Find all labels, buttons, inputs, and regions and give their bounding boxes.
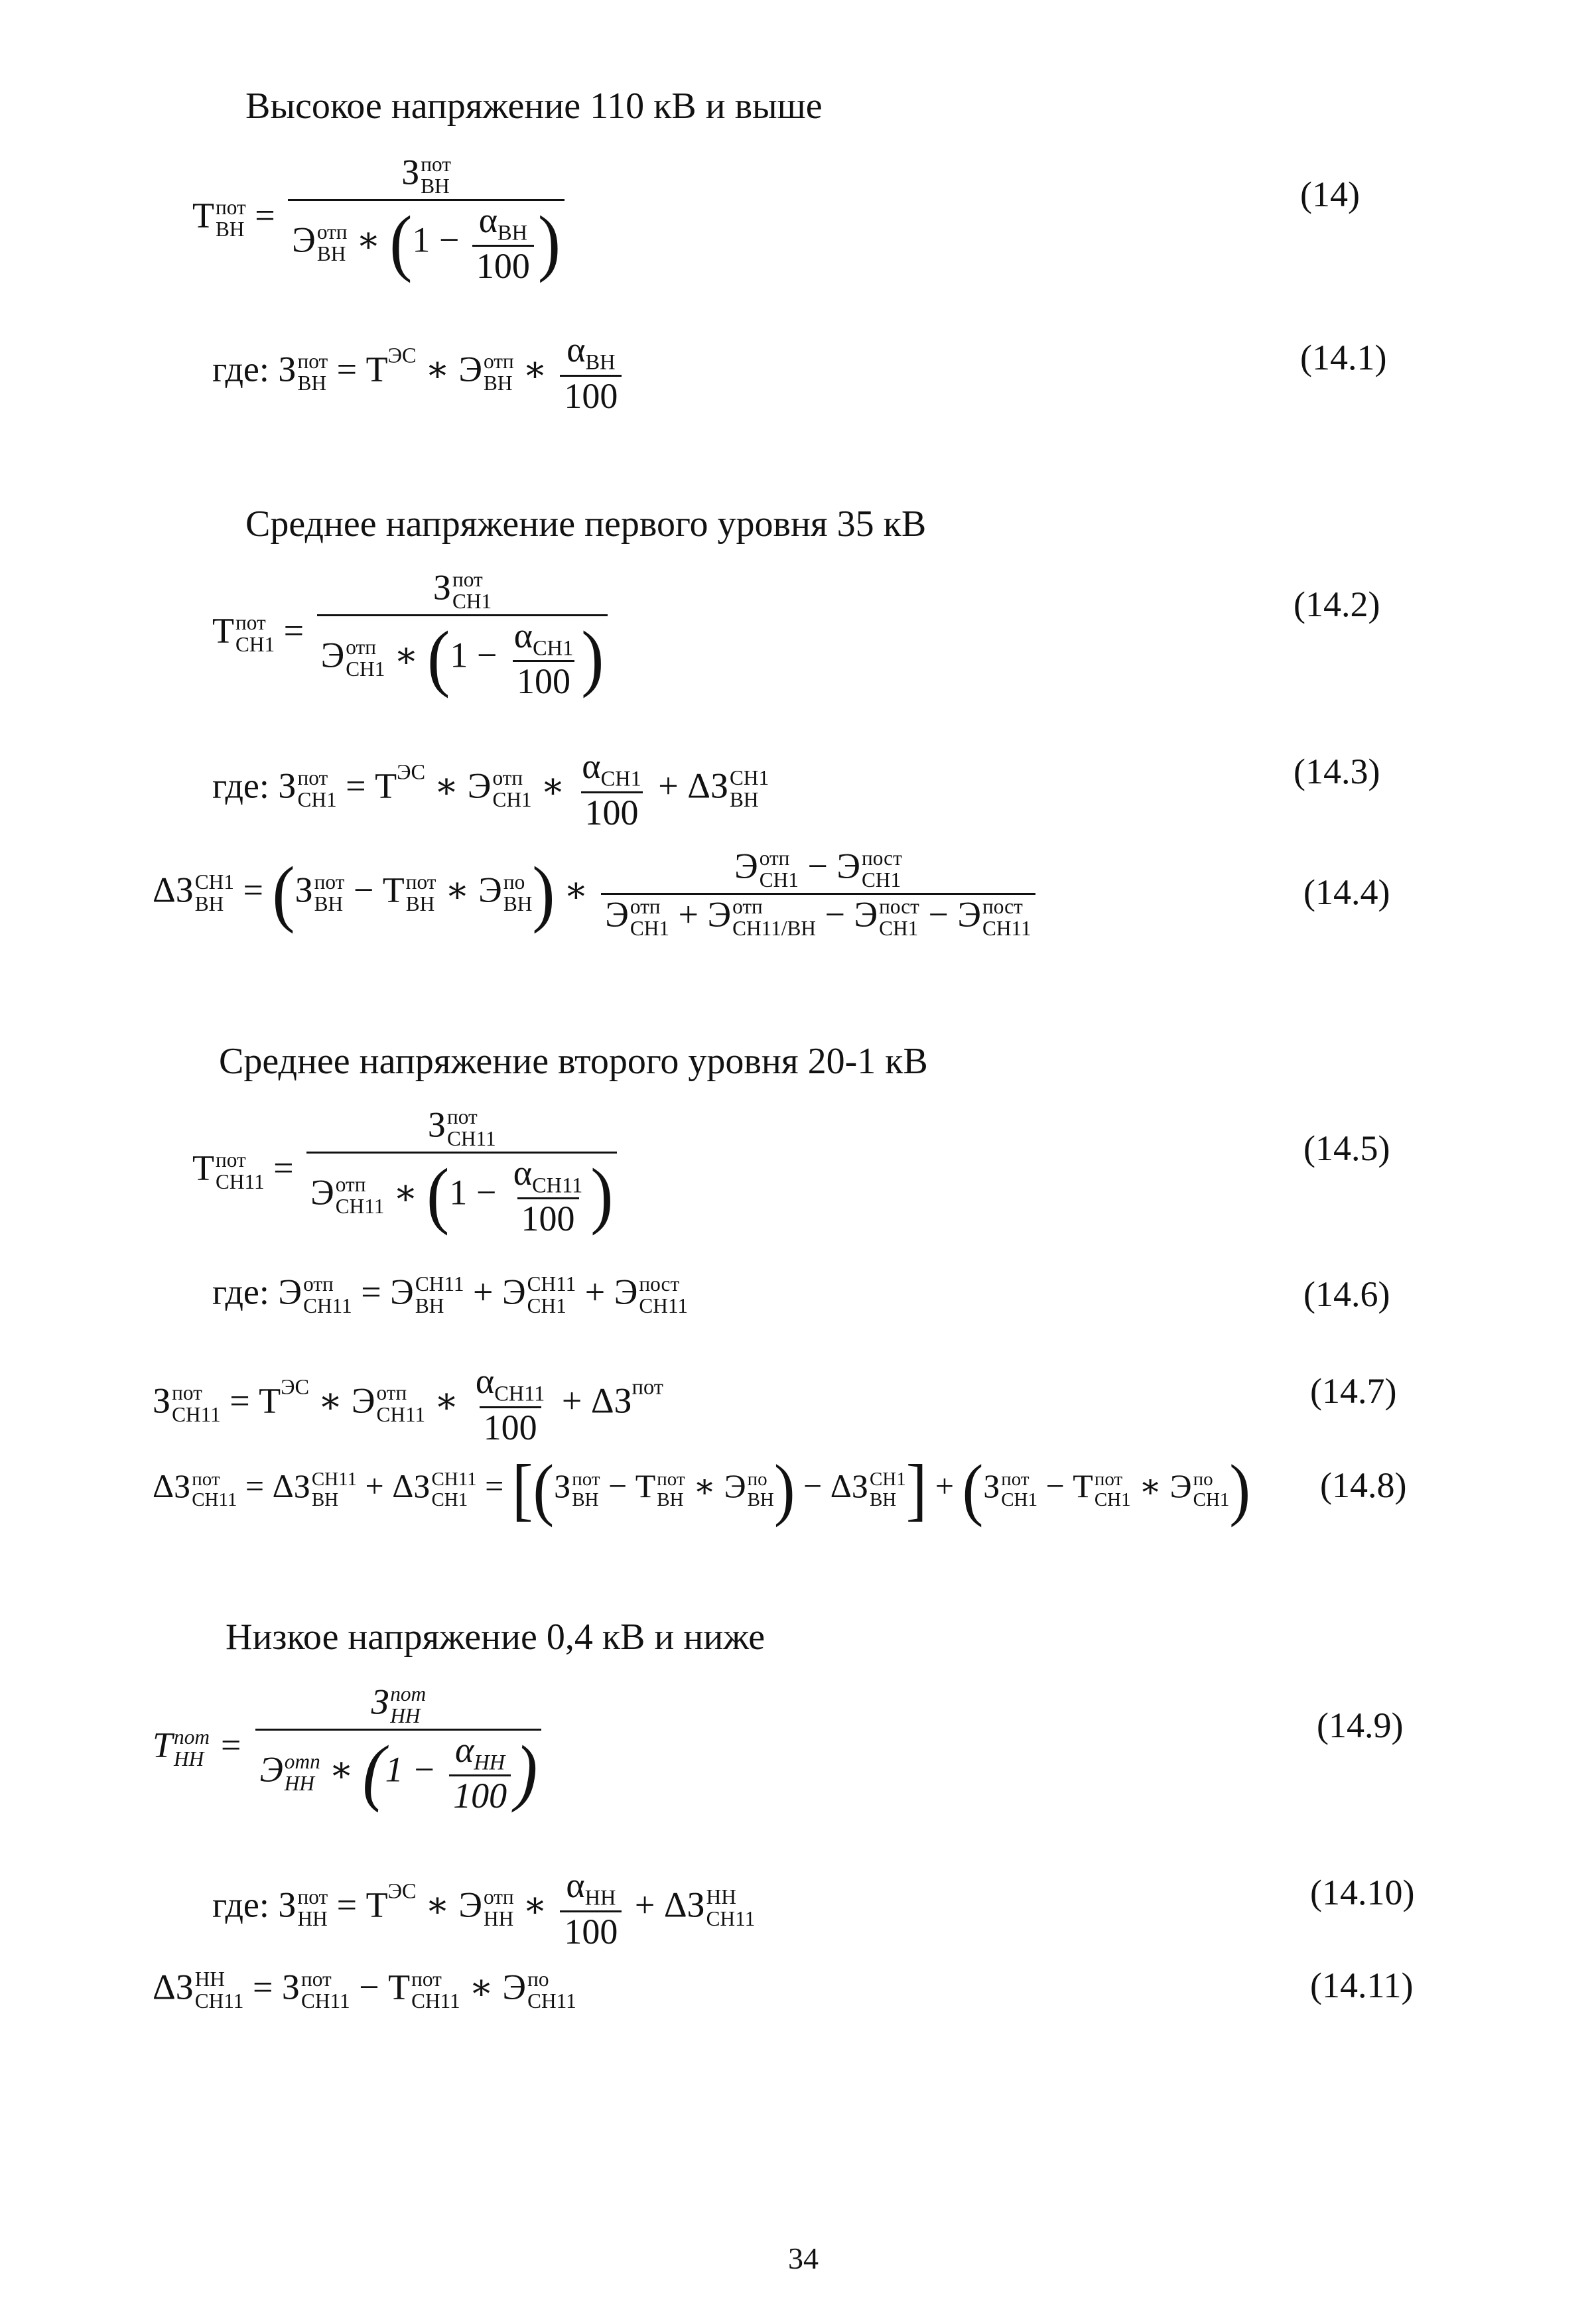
- eq-number-14-9: (14.9): [1317, 1705, 1404, 1745]
- formula-14-1: где: З пот ВН = $Т^{ЭС}$ ∗ Э отп ВН ∗ $\frac{\alpha_{ВН}}{100}$: [212, 332, 626, 414]
- section-heading-hv: Высокое напряжение 110 кВ и выше: [245, 86, 823, 127]
- eq-number-14-10: (14.10): [1310, 1873, 1415, 1912]
- eq-number-14-1: (14.1): [1300, 338, 1387, 377]
- formula-14-10: где: З пот НН = $Т^{ЭС}$ ∗ Э отп НН ∗ $\frac{\alpha_{НН}}{100}$ + ΔЗ НН СН11: [212, 1865, 756, 1952]
- formula-14-3: где: З пот СН1 = $Т^{ЭС}$ ∗ Э отп СН1 ∗ $\frac{\alpha_{СН1}}{100}$ + ΔЗ СН1 ВН: [212, 746, 769, 832]
- section-heading-mv1: Среднее напряжение первого уровня 35 кВ: [245, 503, 927, 545]
- where-label: где:: [212, 349, 269, 389]
- formula-14-6: где: Э отп СН11 = Э СН11 ВН + Э СН11 СН1 + Э пост СН11: [212, 1272, 689, 1317]
- eq-number-14-5: (14.5): [1303, 1128, 1390, 1168]
- eq-number-14-7: (14.7): [1310, 1371, 1397, 1411]
- where-label: где:: [212, 1885, 269, 1925]
- eq-number-14-3: (14.3): [1294, 752, 1380, 791]
- formula-14-8: ΔЗ пот СН11 = ΔЗ СН11 ВН + ΔЗ СН11 СН1 = [(З пот ВН − Т пот ВН ∗ Э по ВН ) − ΔЗ СН1 ВН ] + (З пот СН1 − Т пот СН1 ∗ Э по СН1 ): [153, 1450, 1251, 1528]
- eq-number-14: (14): [1300, 174, 1360, 214]
- eq-number-14-11: (14.11): [1310, 1965, 1414, 2005]
- eq-number-14-8: (14.8): [1320, 1465, 1407, 1505]
- page-number: 34: [788, 2241, 819, 2275]
- where-label: где:: [212, 765, 269, 806]
- eq-number-14-4: (14.4): [1303, 872, 1390, 912]
- formula-14: Т пот ВН = З пот ВН Э отп ВН ∗ (1 − $\frac{\alpha_{ВН}}{100}$ ): [192, 154, 568, 284]
- formula-14-9: Т пот НН = З пот НН Э отп НН ∗ (1 − $\frac{\alpha_{НН}}{100}$ ): [153, 1684, 545, 1814]
- where-label: где:: [212, 1272, 269, 1312]
- formula-14-11: ΔЗ НН СН11 = З пот СН11 − Т пот СН11 ∗ Э по СН11: [153, 1967, 576, 2013]
- eq-number-14-6: (14.6): [1303, 1274, 1390, 1314]
- eq-number-14-2: (14.2): [1294, 584, 1380, 624]
- formula-14-7: З пот СН11 = $Т^{ЭС}$ ∗ Э отп СН11 ∗ $\frac{\alpha_{СН11}}{100}$ + $\Delta З^{пот}$: [153, 1361, 663, 1447]
- section-heading-mv2: Среднее напряжение второго уровня 20-1 кВ: [219, 1041, 928, 1082]
- formula-14-5: Т пот СН11 = З пот СН11 Э отп СН11 ∗ (1 − $\frac{\alpha_{СН11}}{100}$ ): [192, 1106, 621, 1236]
- formula-14-4: ΔЗ СН1 ВН = (З пот ВН − Т пот ВН ∗ Э по ВН ) ∗ Э отп СН1 − Э пост СН1 Э отп СН1 + Э отп СН11/ВН − Э пост СН1 − Э пост СН11: [153, 848, 1039, 940]
- formula-14-2: Т пот СН1 = З пот СН1 Э отп СН1 ∗ (1 − $\frac{\alpha_{СН1}}{100}$ ): [212, 569, 612, 699]
- section-heading-lv: Низкое напряжение 0,4 кВ и ниже: [226, 1617, 765, 1658]
